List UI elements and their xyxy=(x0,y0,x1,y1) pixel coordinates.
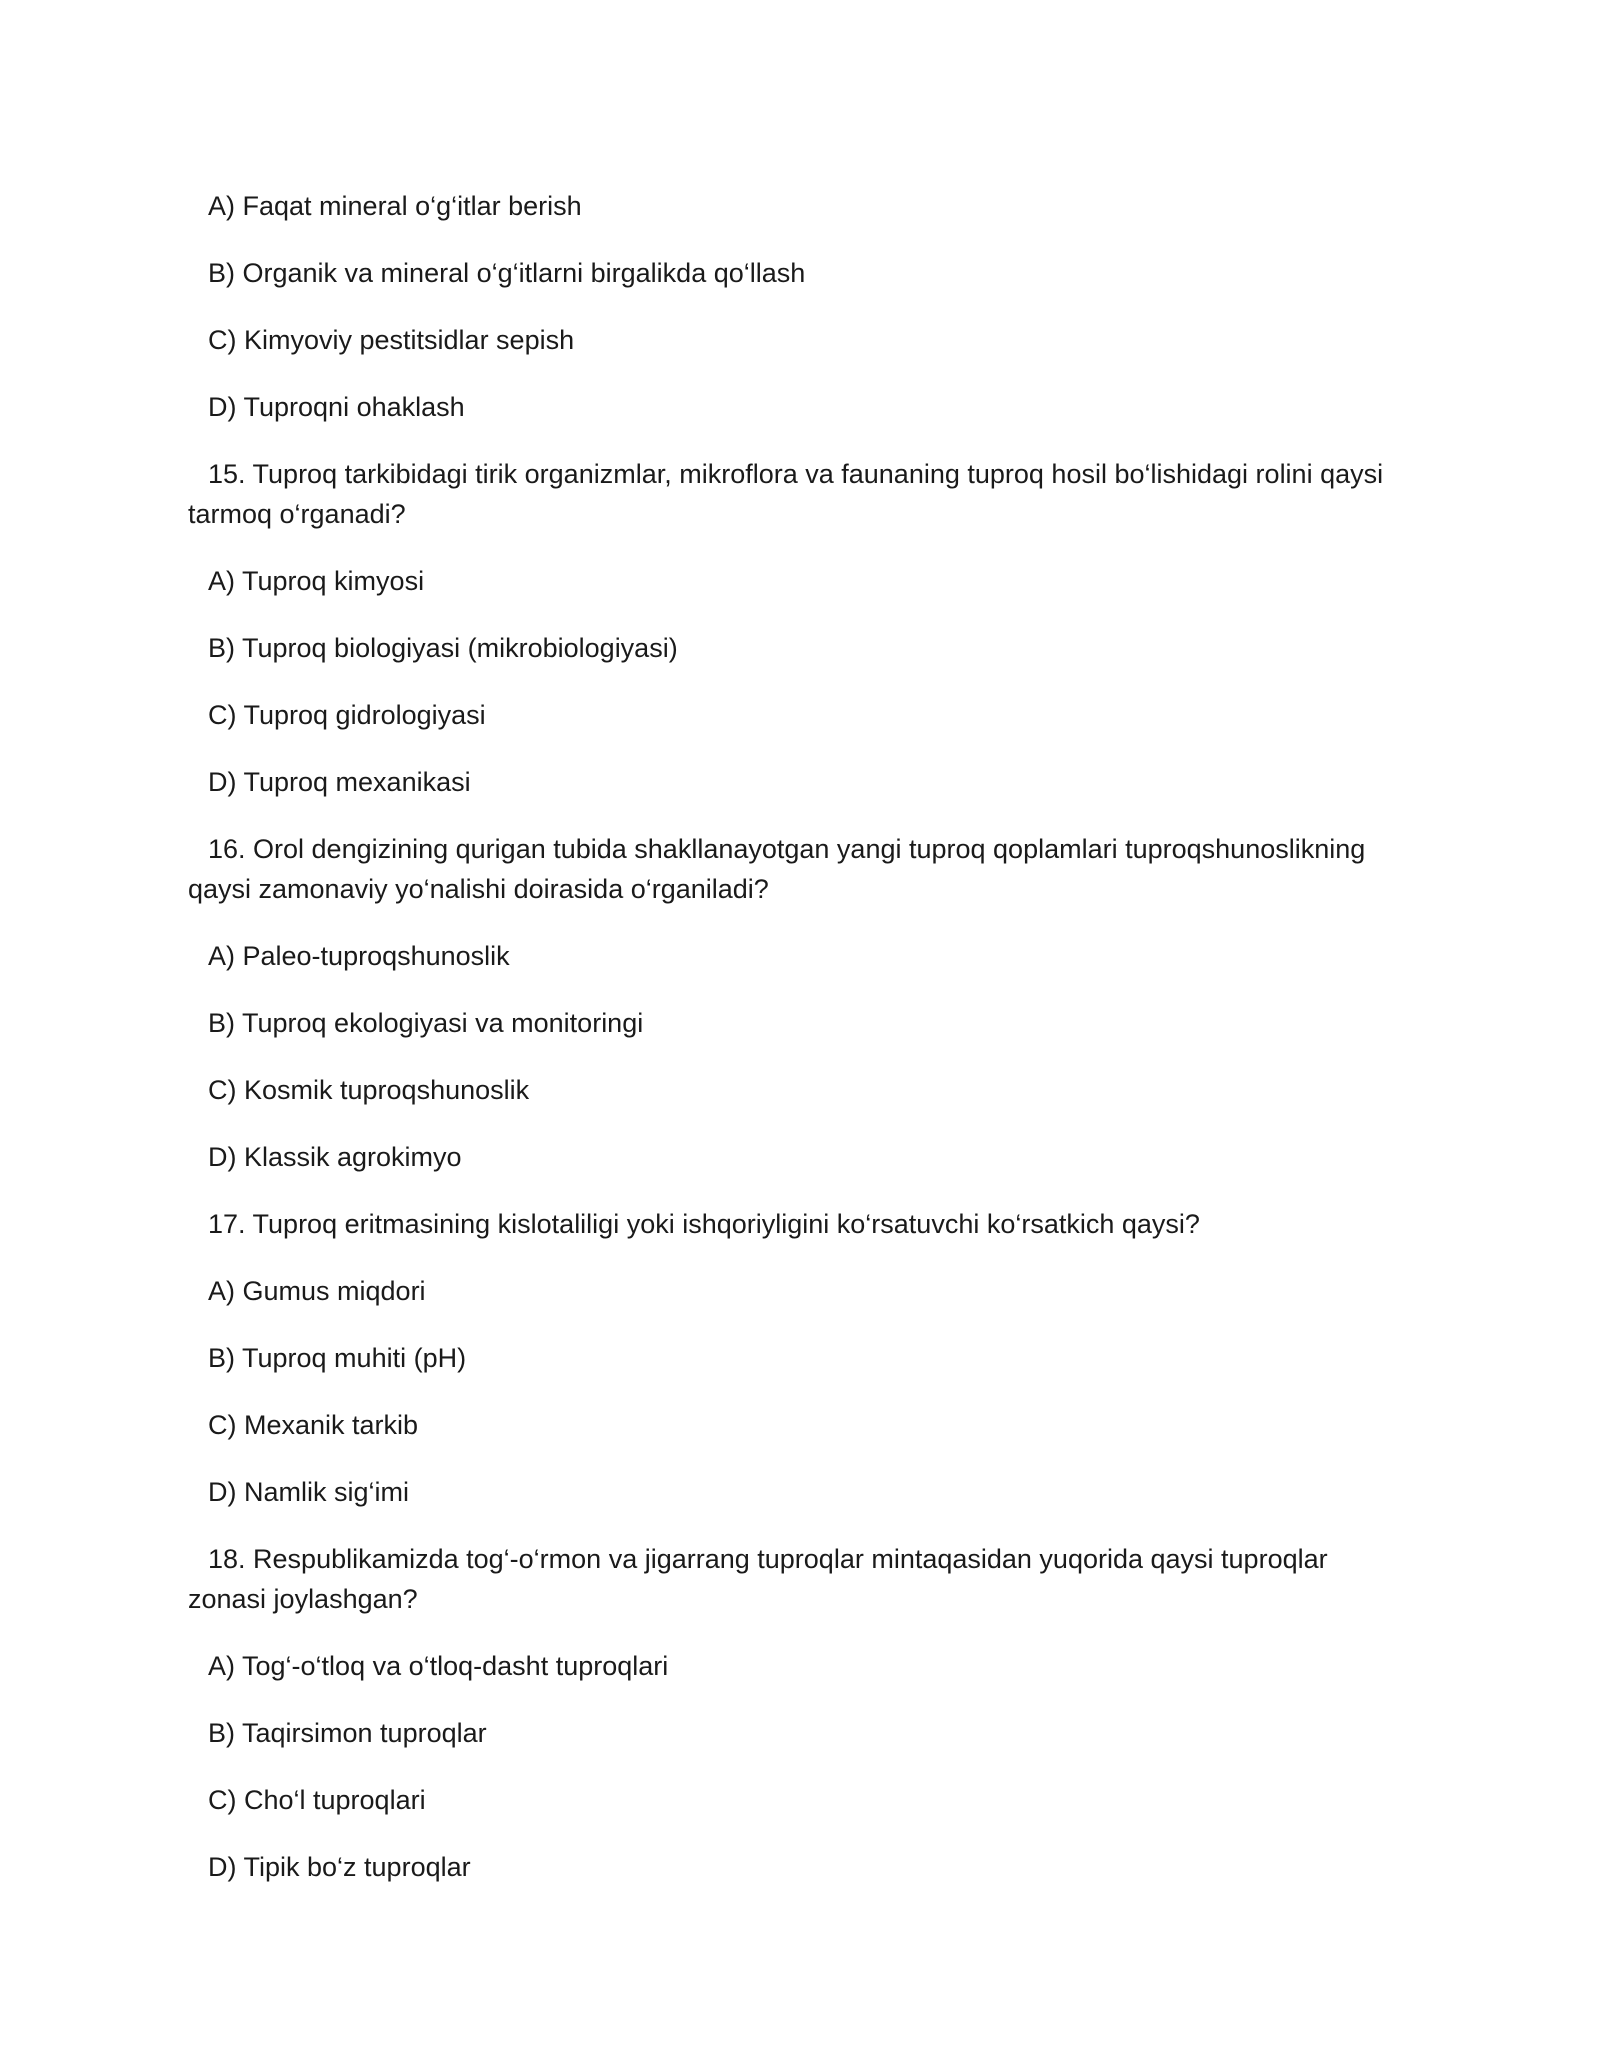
answer-option: C) Cho‘l tuproqlari xyxy=(208,1785,426,1815)
page-content xyxy=(188,186,1410,1914)
question-text: 16. Orol dengizining qurigan tubida shakllanayotgan yangi tuproq qoplamlari tuproqshunoslikning qaysi zamonaviy yo‘nalishi doirasida o‘rganiladi? xyxy=(188,834,1366,904)
answer-option: B) Taqirsimon tuproqlar xyxy=(208,1718,487,1748)
answer-option: D) Namlik sig‘imi xyxy=(208,1477,409,1507)
answer-option: C) Kimyoviy pestitsidlar sepish xyxy=(208,325,575,355)
answer-option: B) Tuproq ekologiyasi va monitoringi xyxy=(208,1008,644,1038)
answer-option: C) Kosmik tuproqshunoslik xyxy=(208,1075,530,1105)
answer-option: A) Gumus miqdori xyxy=(208,1276,426,1306)
answer-option: B) Tuproq muhiti (pH) xyxy=(208,1343,467,1373)
answer-option: B) Organik va mineral o‘g‘itlarni birgalikda qo‘llash xyxy=(208,258,806,288)
answer-option: D) Klassik agrokimyo xyxy=(208,1142,462,1172)
answer-option: A) Tuproq kimyosi xyxy=(208,566,425,596)
question-text: 17. Tuproq eritmasining kislotaliligi yoki ishqoriyligini ko‘rsatuvchi ko‘rsatkich qaysi? xyxy=(208,1209,1200,1239)
answer-option: D) Tuproq mexanikasi xyxy=(208,767,471,797)
answer-option: A) Tog‘-o‘tloq va o‘tloq-dasht tuproqlari xyxy=(208,1651,669,1681)
answer-option: C) Tuproq gidrologiyasi xyxy=(208,700,486,730)
answer-option: D) Tipik bo‘z tuproqlar xyxy=(208,1852,471,1882)
answer-option: C) Mexanik tarkib xyxy=(208,1410,419,1440)
answer-option: B) Tuproq biologiyasi (mikrobiologiyasi) xyxy=(208,633,678,663)
question-text: 18. Respublikamizda tog‘-o‘rmon va jigarrang tuproqlar mintaqasidan yuqorida qaysi tuproqlar zonasi joylashgan? xyxy=(188,1544,1328,1614)
answer-option: A) Faqat mineral o‘g‘itlar berish xyxy=(208,191,582,221)
answer-option: A) Paleo-tuproqshunoslik xyxy=(208,941,510,971)
question-text: 15. Tuproq tarkibidagi tirik organizmlar, mikroflora va faunaning tuproq hosil bo‘lishidagi rolini qaysi tarmoq o‘rganadi? xyxy=(188,459,1384,529)
answer-option: D) Tuproqni ohaklash xyxy=(208,392,465,422)
